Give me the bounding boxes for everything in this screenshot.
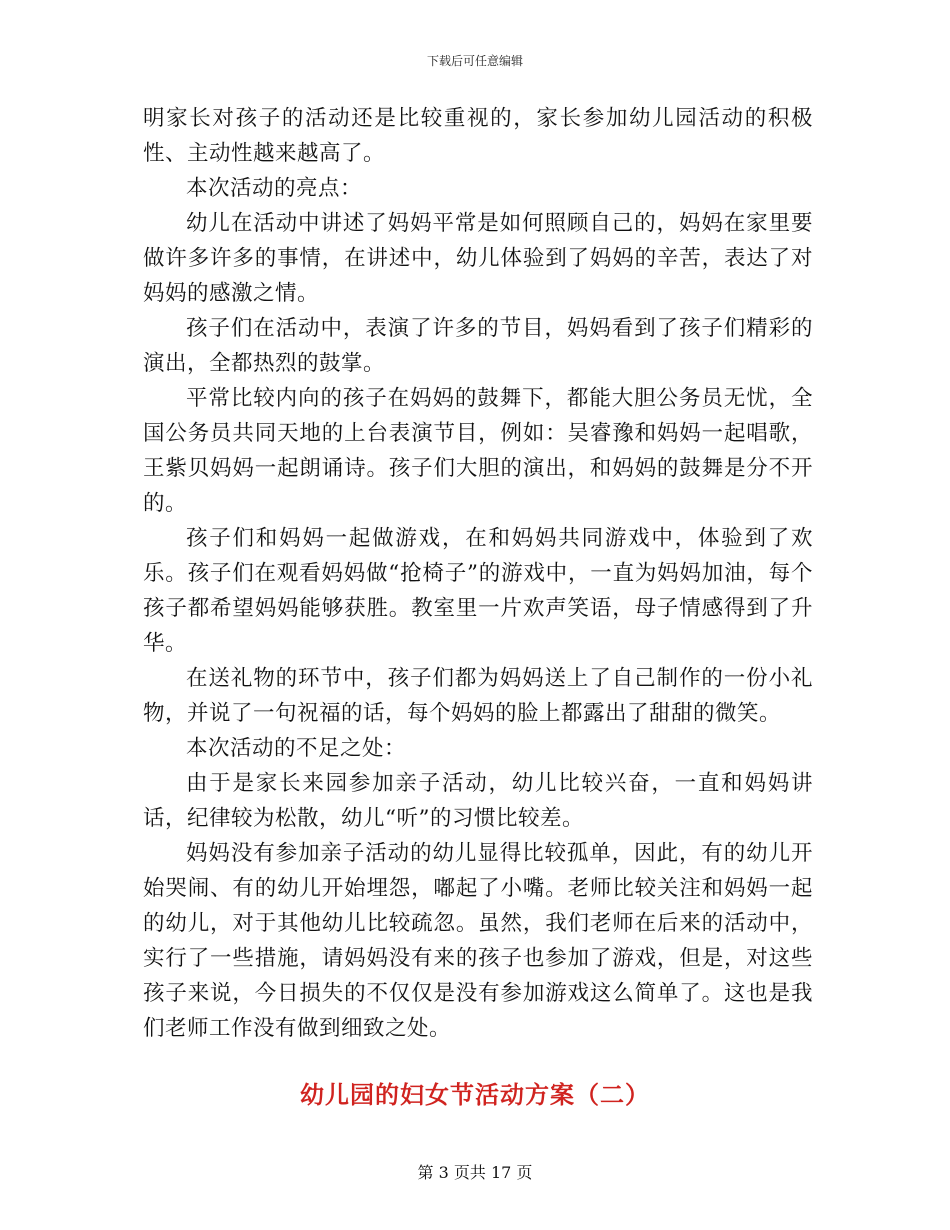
page-footer: 第 3 页共 17 页 [417,1163,533,1182]
paragraph: 孩子们和妈妈一起做游戏，在和妈妈共同游戏中，体验到了欢乐。孩子们在观看妈妈做“抢椅子”的游戏中，一直为妈妈加油，每个孩子都希望妈妈能够获胜。教室里一片欢声笑语，母子情感得到了升华。 [143,526,813,656]
paragraph: 由于是家长来园参加亲子活动，幼儿比较兴奋，一直和妈妈讲话，纪律较为松散，幼儿“听”的习惯比较差。 [143,771,813,831]
paragraph: 在送礼物的环节中，孩子们都为妈妈送上了自己制作的一份小礼物，并说了一句祝福的话，每个妈妈的脸上都露出了甜甜的微笑。 [143,666,813,726]
paragraph: 孩子们在活动中，表演了许多的节目，妈妈看到了孩子们精彩的演出，全都热烈的鼓掌。 [143,316,813,376]
page-header: 下载后可任意编辑 [426,54,523,68]
paragraph: 平常比较内向的孩子在妈妈的鼓舞下，都能大胆公务员无忧，全国公务员共同天地的上台表演节目，例如：吴睿豫和妈妈一起唱歌，王紫贝妈妈一起朗诵诗。孩子们大胆的演出，和妈妈的鼓舞是分不开的。 [143,386,813,516]
section-heading: 幼儿园的妇女节活动方案（二） [300,1081,650,1109]
paragraph-shortcomings-label: 本次活动的不足之处： [186,736,407,761]
paragraph: 幼儿在活动中讲述了妈妈平常是如何照顾自己的，妈妈在家里要做许多许多的事情，在讲述中，幼儿体验到了妈妈的辛苦，表达了对妈妈的感激之情。 [143,211,813,306]
document-body [143,101,813,1046]
paragraph-highlights-label: 本次活动的亮点： [186,176,363,201]
paragraph-continuation: 明家长对孩子的活动还是比较重视的，家长参加幼儿园活动的积极性、主动性越来越高了。 [143,106,813,166]
paragraph: 妈妈没有参加亲子活动的幼儿显得比较孤单，因此，有的幼儿开始哭闹、有的幼儿开始埋怨，嘟起了小嘴。老师比较关注和妈妈一起的幼儿，对于其他幼儿比较疏忽。虽然，我们老师在后来的活动中，实行了一些措施，请妈妈没有来的孩子也参加了游戏，但是，对这些孩子来说，今日损失的不仅仅是没有参加游戏这么简单了。这也是我们老师工作没有做到细致之处。 [143,841,813,1041]
